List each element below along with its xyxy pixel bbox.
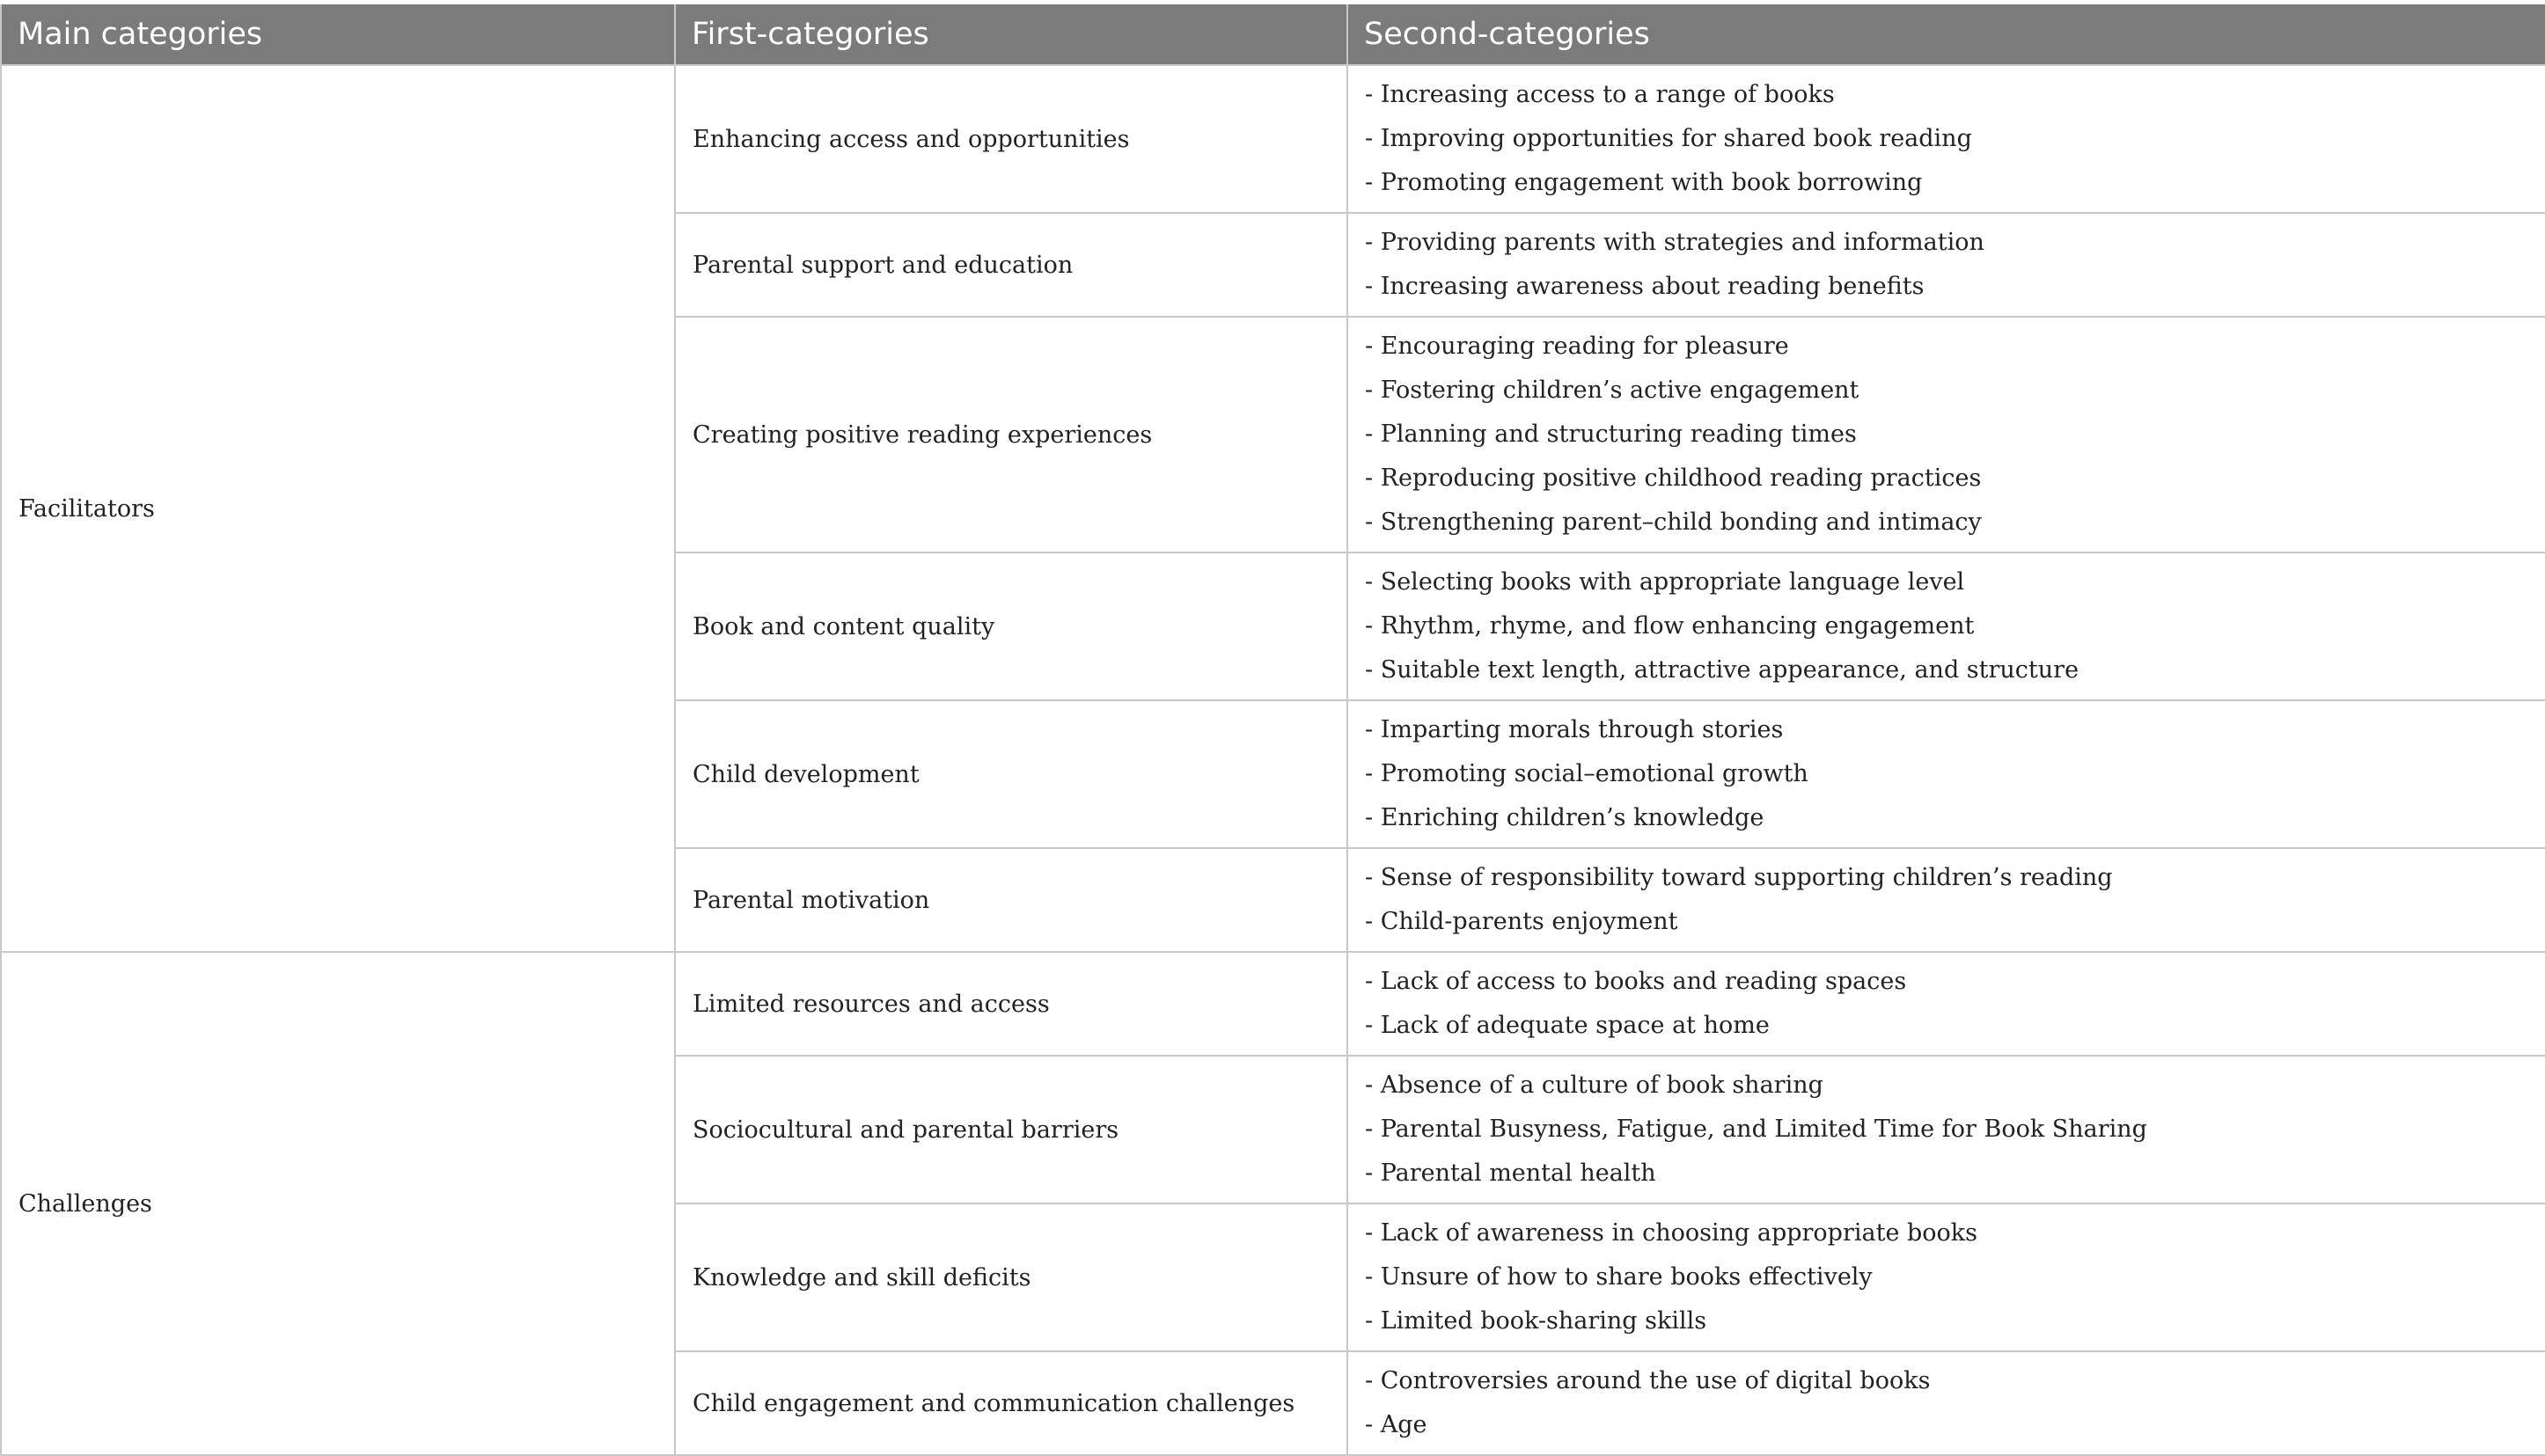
second-category-item: - Promoting social–emotional growth — [1365, 760, 1808, 787]
first-category-cell: Enhancing access and opportunities — [675, 65, 1347, 213]
second-category-item: - Increasing access to a range of books — [1365, 81, 1835, 108]
header-first-categories: First-categories — [675, 4, 1347, 65]
second-category-item: - Absence of a culture of book sharing — [1365, 1072, 1823, 1099]
second-category-item: - Parental Busyness, Fatigue, and Limited Time for Book Sharing — [1365, 1116, 2147, 1143]
first-category-cell: Book and content quality — [675, 552, 1347, 700]
first-category-cell: Sociocultural and parental barriers — [675, 1056, 1347, 1204]
second-categories-list — [1365, 325, 2528, 545]
second-category-item: - Selecting books with appropriate language level — [1365, 568, 1965, 596]
second-categories-cell — [1347, 65, 2545, 213]
second-category-item: - Lack of access to books and reading spaces — [1365, 968, 1907, 995]
table-row — [1, 952, 2545, 1056]
second-categories-cell — [1347, 1204, 2545, 1351]
table-header — [1, 4, 2545, 65]
categories-table-container — [0, 4, 2545, 1456]
second-category-item: - Strengthening parent–child bonding and intimacy — [1365, 509, 1982, 536]
main-category-cell: Challenges — [1, 952, 675, 1455]
second-category-item: - Lack of adequate space at home — [1365, 1012, 1770, 1039]
second-category-item: - Increasing awareness about reading benefits — [1365, 273, 1925, 300]
second-category-item: - Unsure of how to share books effectively — [1365, 1263, 1873, 1291]
second-categories-list — [1365, 1211, 2528, 1343]
first-category-cell: Limited resources and access — [675, 952, 1347, 1056]
second-category-item: - Planning and structuring reading times — [1365, 421, 1857, 448]
first-category-cell: Knowledge and skill deficits — [675, 1204, 1347, 1351]
second-category-item: - Promoting engagement with book borrowing — [1365, 169, 1923, 196]
first-category-cell: Child development — [675, 700, 1347, 848]
first-category-cell: Parental support and education — [675, 213, 1347, 317]
second-categories-list — [1365, 856, 2528, 944]
second-category-item: - Sense of responsibility toward supporting children’s reading — [1365, 864, 2113, 891]
second-categories-cell — [1347, 700, 2545, 848]
second-category-item: - Imparting morals through stories — [1365, 716, 1784, 743]
first-category-cell: Creating positive reading experiences — [675, 317, 1347, 552]
second-categories-cell — [1347, 213, 2545, 317]
second-category-item: - Suitable text length, attractive appearance, and structure — [1365, 656, 2079, 684]
second-categories-list — [1365, 708, 2528, 840]
second-categories-cell — [1347, 1351, 2545, 1455]
first-category-cell: Child engagement and communication challenges — [675, 1351, 1347, 1455]
second-categories-cell — [1347, 1056, 2545, 1204]
header-second-categories: Second-categories — [1347, 4, 2545, 65]
second-category-item: - Limited book-sharing skills — [1365, 1307, 1707, 1335]
first-category-cell: Parental motivation — [675, 848, 1347, 952]
second-category-item: - Reproducing positive childhood reading practices — [1365, 465, 1982, 492]
second-categories-cell — [1347, 952, 2545, 1056]
second-category-item: - Rhythm, rhyme, and flow enhancing engagement — [1365, 612, 1975, 640]
header-row — [1, 4, 2545, 65]
second-category-item: - Enriching children’s knowledge — [1365, 804, 1764, 831]
main-category-cell: Facilitators — [1, 65, 675, 952]
second-categories-list — [1365, 560, 2528, 692]
second-category-item: - Age — [1365, 1411, 1427, 1438]
second-category-item: - Lack of awareness in choosing appropriate books — [1365, 1219, 1978, 1247]
table-body — [1, 65, 2545, 1455]
second-categories-list — [1365, 1064, 2528, 1196]
second-category-item: - Parental mental health — [1365, 1160, 1656, 1187]
second-categories-list — [1365, 960, 2528, 1048]
second-category-item: - Child-parents enjoyment — [1365, 908, 1678, 935]
table-row — [1, 65, 2545, 213]
second-category-item: - Controversies around the use of digital books — [1365, 1367, 1931, 1394]
header-main-categories: Main categories — [1, 4, 675, 65]
second-categories-list — [1365, 221, 2528, 309]
second-categories-list — [1365, 1359, 2528, 1447]
categories-table — [0, 4, 2545, 1456]
second-categories-list — [1365, 73, 2528, 205]
second-categories-cell — [1347, 848, 2545, 952]
second-category-item: - Providing parents with strategies and information — [1365, 229, 1984, 256]
second-categories-cell — [1347, 552, 2545, 700]
second-categories-cell — [1347, 317, 2545, 552]
second-category-item: - Fostering children’s active engagement — [1365, 377, 1859, 404]
second-category-item: - Encouraging reading for pleasure — [1365, 333, 1789, 360]
second-category-item: - Improving opportunities for shared book reading — [1365, 125, 1972, 152]
